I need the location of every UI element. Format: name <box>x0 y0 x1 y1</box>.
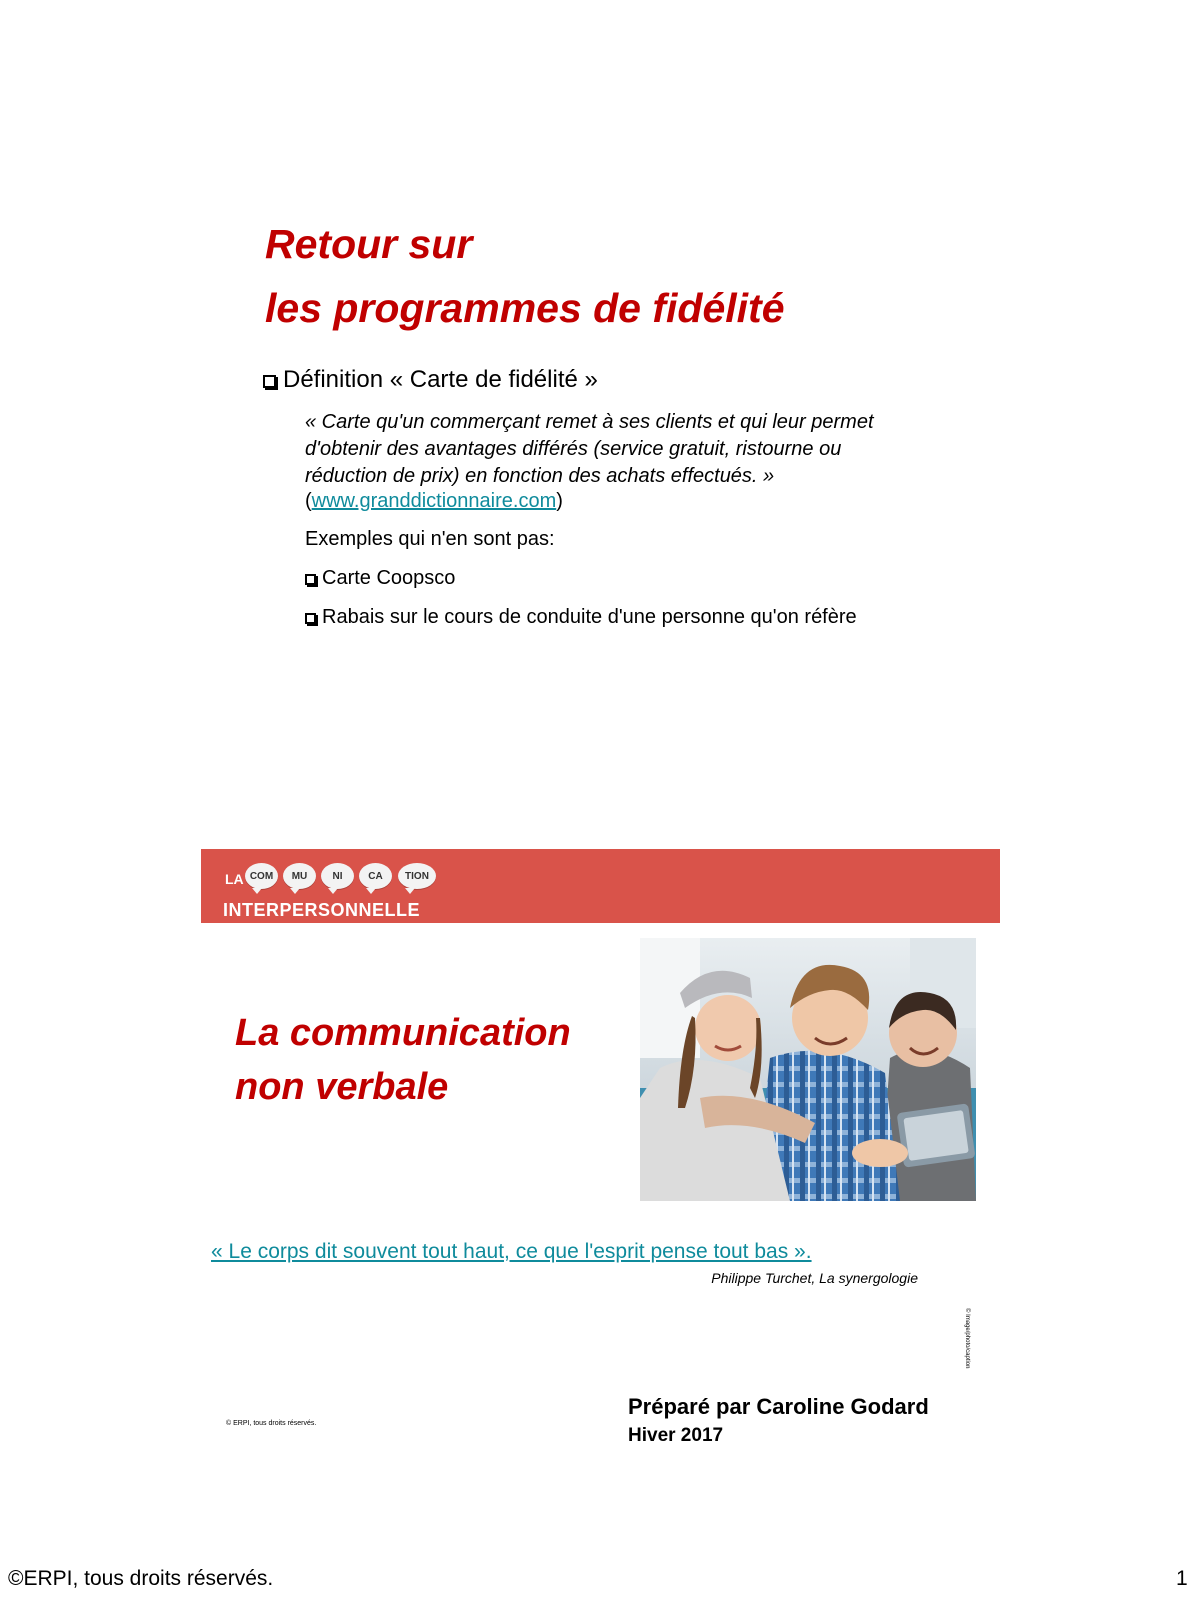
photo-credit: © Image/photo/caption <box>964 1308 970 1369</box>
granddictionnaire-link[interactable]: www.granddictionnaire.com <box>311 490 557 512</box>
example-item <box>305 567 455 590</box>
brand-prefix: LA <box>225 871 244 887</box>
speech-bubble-icon: MU <box>283 863 316 889</box>
speech-bubble-icon: COM <box>245 863 278 889</box>
prepared-by: Préparé par Caroline Godard <box>628 1394 929 1419</box>
speech-bubble-icon: CA <box>359 863 392 889</box>
speech-bubble-icon: TION <box>398 863 436 889</box>
speech-bubble-icon: NI <box>321 863 354 889</box>
definition-heading-text: Définition « Carte de fidélité » <box>283 366 598 393</box>
example-item <box>305 606 857 629</box>
definition-quote <box>305 409 965 490</box>
brand-subtitle: INTERPERSONNELLE <box>223 900 421 920</box>
source-close-paren: ) <box>556 490 563 512</box>
example-item-text: Rabais sur le cours de conduite d'une personne qu'on réfère <box>322 606 857 628</box>
slide2-title <box>235 1006 571 1114</box>
slide-copyright: © ERPI, tous droits réservés. <box>226 1420 317 1427</box>
checkbox-bullet-icon <box>305 613 316 624</box>
source-open-paren: ( <box>305 490 312 512</box>
examples-heading: Exemples qui n'en sont pas: <box>305 528 555 550</box>
slide1-title <box>265 212 785 340</box>
checkbox-bullet-icon <box>305 574 316 585</box>
definition-source <box>305 490 563 513</box>
students-tablet-photo <box>640 938 976 1201</box>
quote-line: réduction de prix) en fonction des achats effectués. » <box>305 465 775 487</box>
page-number: 1 <box>1176 1567 1188 1590</box>
term-label: Hiver 2017 <box>628 1425 724 1446</box>
footer-copyright: ©ERPI, tous droits réservés. <box>8 1567 274 1590</box>
slide2-title-line2: non verbale <box>235 1066 449 1108</box>
synergologie-quote-link[interactable]: « Le corps dit souvent tout haut, ce que l'esprit pense tout bas ». <box>211 1240 812 1263</box>
quote-attribution: Philippe Turchet, La synergologie <box>711 1270 918 1286</box>
quote-line: « Carte qu'un commerçant remet à ses clients et qui leur permet <box>305 411 874 433</box>
quote-line: d'obtenir des avantages différés (service gratuit, ristourne ou <box>305 438 842 460</box>
definition-heading <box>263 366 598 394</box>
communication-banner <box>201 849 1000 923</box>
slide2-title-line1: La communication <box>235 1012 571 1054</box>
example-item-text: Carte Coopsco <box>322 567 456 589</box>
slide1-title-line1: Retour sur <box>265 221 473 267</box>
checkbox-bullet-icon <box>263 375 276 388</box>
slide1-title-line2: les programmes de fidélité <box>265 285 785 331</box>
